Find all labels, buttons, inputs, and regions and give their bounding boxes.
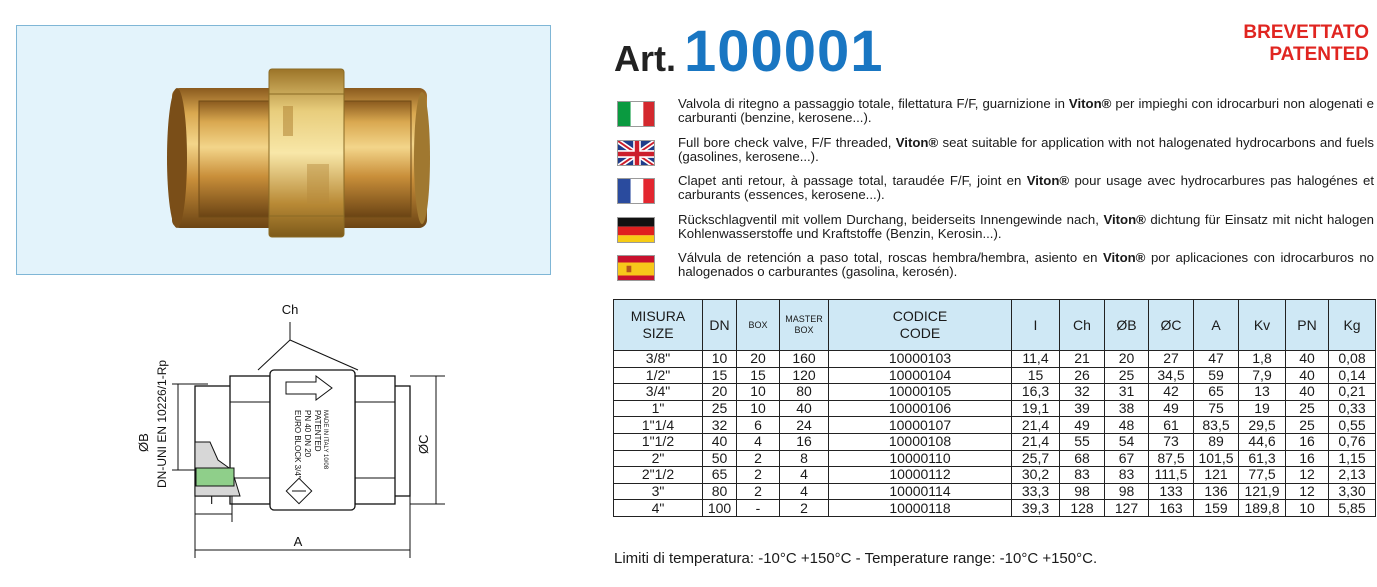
cell-pn: 40	[1286, 367, 1329, 384]
cell-oc: 42	[1149, 384, 1194, 401]
cell-i: 16,3	[1012, 384, 1060, 401]
cell-box: -	[737, 500, 780, 517]
cell-ob: 127	[1105, 500, 1149, 517]
table-row	[614, 500, 1376, 517]
cell-dn: 100	[703, 500, 737, 517]
cell-master-box: 80	[780, 384, 829, 401]
description-text: pour usage avec hydrocarbures pas halogénes et carburants (essences, kerosene...).	[678, 173, 1375, 202]
patent-badge	[1243, 22, 1369, 66]
patent-line-1: BREVETTATO	[1243, 22, 1369, 43]
cell-oc: 61	[1149, 417, 1194, 434]
cell-a: 83,5	[1194, 417, 1239, 434]
cell-ob: 98	[1105, 483, 1149, 500]
body-text-3: PATENTED	[313, 410, 322, 452]
cell-i: 11,4	[1012, 351, 1060, 368]
header-size-line-1: MISURA	[630, 308, 686, 324]
cell-master-box: 40	[780, 400, 829, 417]
body-text-4: MADE IN ITALY 10/08	[322, 410, 328, 470]
brand-name: Viton®	[1102, 250, 1146, 265]
description-list	[614, 97, 1374, 290]
flag-uk-icon	[617, 140, 655, 166]
cell-dn: 10	[703, 351, 737, 368]
cell-size: 1/2"	[614, 367, 703, 384]
label-oc: ØC	[416, 434, 431, 454]
cell-pn: 40	[1286, 384, 1329, 401]
header-code-line-1: CODICE	[892, 308, 948, 324]
cell-ch: 39	[1060, 400, 1105, 417]
patent-line-2: PATENTED	[1269, 44, 1369, 65]
cell-kv: 44,6	[1239, 433, 1286, 450]
description-italian	[614, 97, 1374, 136]
cell-kg: 0,55	[1329, 417, 1376, 434]
header-size	[614, 300, 703, 351]
header-pn: PN	[1286, 300, 1329, 351]
cell-a: 59	[1194, 367, 1239, 384]
cell-a: 75	[1194, 400, 1239, 417]
cell-ob: 48	[1105, 417, 1149, 434]
temperature-note: Limiti di temperatura: -10°C +150°C - Temperature range: -10°C +150°C.	[614, 550, 1098, 567]
cell-master-box: 4	[780, 483, 829, 500]
cell-box: 10	[737, 384, 780, 401]
header-size-line-2: SIZE	[642, 325, 674, 341]
cell-ch: 21	[1060, 351, 1105, 368]
header-code-line-2: CODE	[899, 325, 941, 341]
header-master-line-2: BOX	[794, 325, 814, 335]
cell-kv: 1,8	[1239, 351, 1286, 368]
cell-kv: 13	[1239, 384, 1286, 401]
cell-code: 10000114	[829, 483, 1012, 500]
cell-pn: 16	[1286, 450, 1329, 467]
cell-master-box: 160	[780, 351, 829, 368]
flag-germany-icon	[617, 217, 655, 243]
cell-ch: 49	[1060, 417, 1105, 434]
cell-kv: 7,9	[1239, 367, 1286, 384]
cell-pn: 12	[1286, 467, 1329, 484]
cell-a: 159	[1194, 500, 1239, 517]
valve-photo	[17, 26, 550, 274]
header-ob: ØB	[1105, 300, 1149, 351]
cell-code: 10000104	[829, 367, 1012, 384]
article-title	[614, 18, 884, 85]
cell-box: 2	[737, 483, 780, 500]
cell-i: 33,3	[1012, 483, 1060, 500]
cell-pn: 12	[1286, 483, 1329, 500]
cell-dn: 20	[703, 384, 737, 401]
cell-code: 10000112	[829, 467, 1012, 484]
cell-kg: 5,85	[1329, 500, 1376, 517]
cell-oc: 27	[1149, 351, 1194, 368]
cell-ob: 25	[1105, 367, 1149, 384]
cell-ch: 98	[1060, 483, 1105, 500]
cell-i: 21,4	[1012, 433, 1060, 450]
cell-size: 3/8"	[614, 351, 703, 368]
cell-kg: 1,15	[1329, 450, 1376, 467]
cell-size: 2"1/2	[614, 467, 703, 484]
table-row	[614, 433, 1376, 450]
cell-kg: 0,14	[1329, 367, 1376, 384]
description-text: Valvola di ritegno a passaggio totale, filettatura F/F, guarnizione in	[678, 96, 1069, 111]
cell-code: 10000107	[829, 417, 1012, 434]
cell-code: 10000110	[829, 450, 1012, 467]
cell-kv: 121,9	[1239, 483, 1286, 500]
header-i: I	[1012, 300, 1060, 351]
cell-kv: 19	[1239, 400, 1286, 417]
cell-ch: 68	[1060, 450, 1105, 467]
cell-oc: 34,5	[1149, 367, 1194, 384]
article-prefix: Art.	[614, 38, 676, 79]
cell-master-box: 8	[780, 450, 829, 467]
cell-i: 19,1	[1012, 400, 1060, 417]
cell-dn: 50	[703, 450, 737, 467]
cell-box: 20	[737, 351, 780, 368]
header-master-box	[780, 300, 829, 351]
cell-i: 30,2	[1012, 467, 1060, 484]
description-text: Clapet anti retour, à passage total, taraudée F/F, joint en	[678, 173, 1027, 188]
table-row	[614, 417, 1376, 434]
article-number: 100001	[684, 19, 884, 84]
cell-code: 10000118	[829, 500, 1012, 517]
header-code	[829, 300, 1012, 351]
header-dn: DN	[703, 300, 737, 351]
cell-master-box: 24	[780, 417, 829, 434]
cell-oc: 73	[1149, 433, 1194, 450]
cell-code: 10000105	[829, 384, 1012, 401]
body-text-1: EURO BLOCK 3/4"	[293, 410, 302, 479]
cell-pn: 25	[1286, 400, 1329, 417]
cell-size: 3/4"	[614, 384, 703, 401]
cell-kv: 29,5	[1239, 417, 1286, 434]
header-a: A	[1194, 300, 1239, 351]
cell-kv: 61,3	[1239, 450, 1286, 467]
cell-box: 15	[737, 367, 780, 384]
table-row	[614, 483, 1376, 500]
technical-data-table	[613, 299, 1376, 517]
cell-size: 1"1/2	[614, 433, 703, 450]
table-row	[614, 384, 1376, 401]
brand-name: Viton®	[1026, 173, 1070, 188]
cell-a: 47	[1194, 351, 1239, 368]
cell-kg: 0,33	[1329, 400, 1376, 417]
cell-size: 1"1/4	[614, 417, 703, 434]
cell-box: 10	[737, 400, 780, 417]
cell-kv: 77,5	[1239, 467, 1286, 484]
cell-dn: 40	[703, 433, 737, 450]
header-master-line-1: MASTER	[785, 314, 823, 324]
table-body	[614, 351, 1376, 517]
cell-code: 10000103	[829, 351, 1012, 368]
cell-oc: 49	[1149, 400, 1194, 417]
cell-ch: 83	[1060, 467, 1105, 484]
brand-name: Viton®	[895, 134, 939, 150]
body-text-2: PN 40 DN 20	[303, 410, 312, 458]
cell-ch: 26	[1060, 367, 1105, 384]
description-text: Rückschlagventil mit vollem Durchang, beiderseits Innengewinde nach,	[678, 211, 1104, 227]
cell-dn: 65	[703, 467, 737, 484]
cell-size: 4"	[614, 500, 703, 517]
label-a: A	[293, 534, 303, 549]
description-german	[614, 213, 1374, 252]
cell-kg: 0,08	[1329, 351, 1376, 368]
description-english	[614, 136, 1374, 175]
cell-code: 10000106	[829, 400, 1012, 417]
cell-ch: 32	[1060, 384, 1105, 401]
cell-master-box: 120	[780, 367, 829, 384]
cell-pn: 10	[1286, 500, 1329, 517]
description-text: Full bore check valve, F/F threaded,	[678, 134, 896, 150]
header-ch: Ch	[1060, 300, 1105, 351]
cell-box: 4	[737, 433, 780, 450]
cell-ob: 38	[1105, 400, 1149, 417]
cell-box: 2	[737, 467, 780, 484]
technical-drawing	[110, 292, 470, 572]
cell-dn: 80	[703, 483, 737, 500]
table-row	[614, 467, 1376, 484]
cell-box: 2	[737, 450, 780, 467]
brand-name: Viton®	[1103, 211, 1146, 227]
cell-size: 2"	[614, 450, 703, 467]
cell-dn: 32	[703, 417, 737, 434]
cell-i: 21,4	[1012, 417, 1060, 434]
cell-a: 136	[1194, 483, 1239, 500]
description-text: per impieghi con idrocarburi non alogenati e carburanti (benzine, kerosene...).	[678, 96, 1374, 125]
cell-dn: 15	[703, 367, 737, 384]
description-text: dichtung für Einsatz mit nicht halogen Kohlenwasserstoffe und Kraftstoffe (Benzin, Kerosin...).	[678, 211, 1374, 241]
cell-master-box: 16	[780, 433, 829, 450]
table-row	[614, 400, 1376, 417]
cell-ob: 20	[1105, 351, 1149, 368]
flag-spain-icon	[617, 255, 655, 281]
description-text: seat suitable for application with not halogenated hydrocarbons and fuels (gasolines, kerosene...).	[678, 134, 1374, 164]
cell-pn: 25	[1286, 417, 1329, 434]
description-text: Válvula de retención a paso total, roscas hembra/hembra, asiento en	[678, 250, 1103, 265]
label-i: I	[210, 493, 214, 507]
cell-dn: 25	[703, 400, 737, 417]
cell-kg: 2,13	[1329, 467, 1376, 484]
cell-ob: 67	[1105, 450, 1149, 467]
description-text: por aplicaciones con idrocarburos no halogenados o carburantes (gasolina, kerosén).	[678, 250, 1375, 279]
cell-code: 10000108	[829, 433, 1012, 450]
table-row	[614, 367, 1376, 384]
description-spanish	[614, 251, 1374, 290]
cell-i: 25,7	[1012, 450, 1060, 467]
cell-size: 1"	[614, 400, 703, 417]
label-ob: ØB	[136, 433, 151, 452]
brand-name: Viton®	[1068, 96, 1112, 111]
header-box: BOX	[737, 300, 780, 351]
flag-italy-icon	[617, 101, 655, 127]
header-kg: Kg	[1329, 300, 1376, 351]
cell-kg: 3,30	[1329, 483, 1376, 500]
cell-pn: 16	[1286, 433, 1329, 450]
cell-a: 121	[1194, 467, 1239, 484]
label-standard: DN-UNI EN 10226/1-Rp	[155, 359, 169, 488]
cell-a: 101,5	[1194, 450, 1239, 467]
cell-ch: 128	[1060, 500, 1105, 517]
flag-france-icon	[617, 178, 655, 204]
cell-oc: 111,5	[1149, 467, 1194, 484]
cell-master-box: 2	[780, 500, 829, 517]
cell-box: 6	[737, 417, 780, 434]
cell-kv: 189,8	[1239, 500, 1286, 517]
description-french	[614, 174, 1374, 213]
cell-master-box: 4	[780, 467, 829, 484]
cell-oc: 163	[1149, 500, 1194, 517]
cell-ob: 31	[1105, 384, 1149, 401]
cell-kg: 0,76	[1329, 433, 1376, 450]
cell-ob: 54	[1105, 433, 1149, 450]
cell-a: 65	[1194, 384, 1239, 401]
label-ch: Ch	[281, 302, 299, 317]
table-row	[614, 351, 1376, 368]
cell-i: 39,3	[1012, 500, 1060, 517]
product-photo-frame	[16, 25, 551, 275]
table-row	[614, 450, 1376, 467]
cell-oc: 133	[1149, 483, 1194, 500]
header-oc: ØC	[1149, 300, 1194, 351]
table-header-row	[614, 300, 1376, 351]
cell-kg: 0,21	[1329, 384, 1376, 401]
cell-oc: 87,5	[1149, 450, 1194, 467]
cell-size: 3"	[614, 483, 703, 500]
header-kv: Kv	[1239, 300, 1286, 351]
cell-pn: 40	[1286, 351, 1329, 368]
cell-ch: 55	[1060, 433, 1105, 450]
cell-i: 15	[1012, 367, 1060, 384]
cell-ob: 83	[1105, 467, 1149, 484]
cell-a: 89	[1194, 433, 1239, 450]
